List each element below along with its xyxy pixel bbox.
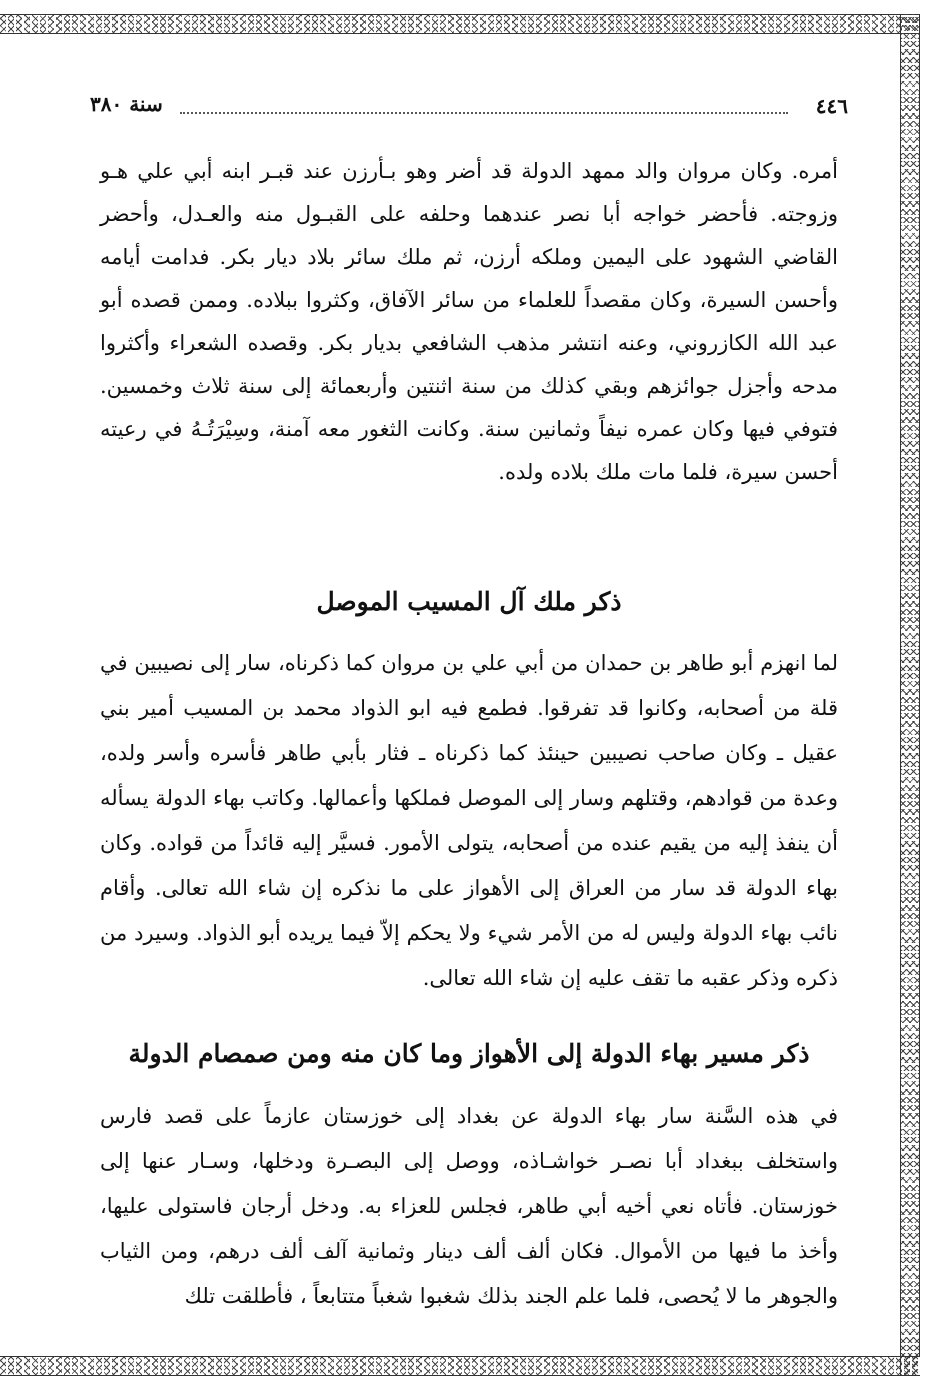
paragraph-3: في هذه السَّنة سار بهاء الدولة عن بغداد إلى خوزستان عازماً على قصد فارس واستخلف ببغداد أبا نصـر خواشـاذه، ووصل إلى البصـرة ودخلها، وسـار عنها إلى خوزستان. فأتاه نعي أخيه أبي طاهر، فجلس للعزاء به. ودخل أرجان فاستولى عليها، وأخذ ما فيها من الأموال. فكان ألف ألف دينار وثمانية آلف ألف درهم، ومن الثياب والجوهر ما لا يُحصى، فلما علم الجند بذلك شغبوا شغباً متتابعاً ، فأطلقت تلك <box>100 1104 838 1308</box>
section-heading-2: ذكر مسير بهاء الدولة إلى الأهواز وما كان منه ومن صمصام الدولة <box>128 1039 810 1068</box>
top-ornamental-border <box>0 14 920 34</box>
section-heading-1: ذكر ملك آل المسيب الموصل <box>316 587 622 616</box>
page-number: ٤٤٦ <box>815 94 848 118</box>
paragraph-1: أمره. وكان مروان والد ممهد الدولة قد أضر وهو بـأرزن عند قبـر ابنه أبي علي هـو وزوجته. فأحضر خواجه أبا نصر عندهما وحلفه على القبـول منه والعـدل، وأحضر القاضي الشهود على اليمين وملكه أرزن، ثم ملك سائر بلاد ديار بكر. فدامت أيامه وأحسن السيرة، وكان مقصداً للعلماء من سائر الآفاق، وكثروا ببلاده. وممن قصده أبو عبد الله الكازروني، وعنه انتشر مذهب الشافعي بديار بكر. وقصده الشعراء وأكثروا مدحه وأجزل جوائزهم وبقي كذلك من سنة اثنتين وأربعمائة إلى سنة ثلاث وخمسين. فتوفي فيها وكان عمره نيفاً وثمانين سنة. وكانت الثغور معه آمنة، وسِيْرَتُـهُ في رعيته أحسن سيرة، فلما مات ملك بلاده ولده. <box>100 159 838 484</box>
right-ornamental-border <box>900 14 920 1375</box>
bottom-ornamental-border <box>0 1356 920 1376</box>
running-title: سنة ٣٨٠ <box>90 92 163 116</box>
paragraph-2: لما انهزم أبو طاهر بن حمدان من أبي علي بن مروان كما ذكرناه، سار إلى نصيبين في قلة من أصحابه، وكانوا قد تفرقوا. فطمع فيه ابو الذواد محمد بن المسيب أمير بني عقيل ـ وكان صاحب نصيبين حينئذ كما ذكرناه ـ فثار بأبي طاهر فأسره وأسر ولده، وعدة من قوادهم، وقتلهم وسار إلى الموصل فملكها وأعمالها. وكاتب بهاء الدولة يسأله أن ينفذ إليه من يقيم عنده من أصحابه، يتولى الأمور. فسيَّر إليه قائداً من قواده. وكان بهاء الدولة قد سار من العراق إلى الأهواز على ما نذكره إن شاء الله تعالى. وأقام نائب بهاء الدولة وليس له من الأمر شيء ولا يحكم إلاّ فيما يريده أبو الذواد. وسيرد من ذكره وذكر عقبه ما تقف عليه إن شاء الله تعالى. <box>100 651 838 990</box>
header-dotted-leader <box>180 112 788 114</box>
page-header <box>90 92 848 122</box>
